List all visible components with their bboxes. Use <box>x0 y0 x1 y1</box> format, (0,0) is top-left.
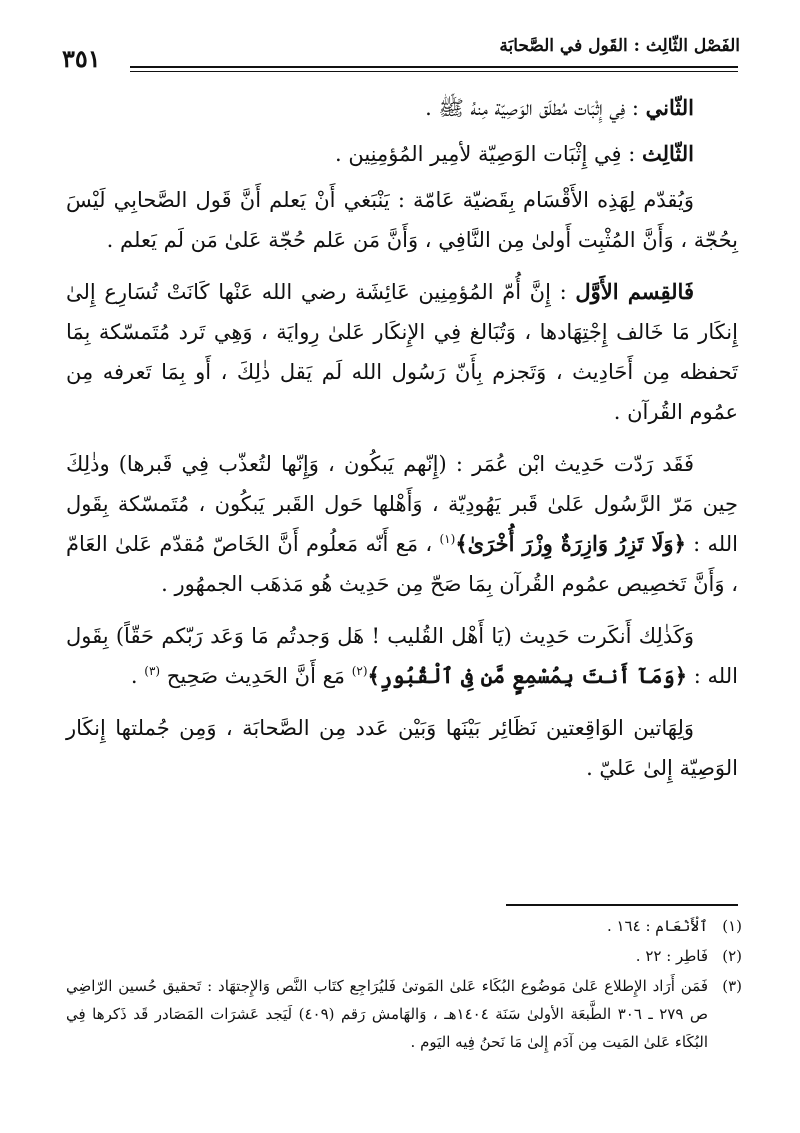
item-third-text: : فِي إِثْبَات الوَصِيّة لأمِير المُؤمِنِين . <box>335 142 642 166</box>
first-section-text: : إِنَّ أُمّ المُؤمِنِين عَائِشَة رضي الله عَنْها كَانَتْ تُسَارِع إِلىٰ إِنكَار مَا خَالف إِجْتِهَادها ، وَتُبَالغ فِي الإِنكَار عَلىٰ رِوايَة ، وَهِي تَرد مُتَمسّكة بِمَا تَحفظه مِن أَحَادِيث ، وَتَجزم بِأَنّ رَسُول الله لَم يَقل ذٰلِكَ ، أَو بِمَا تَعرفه مِن عمُوم القُرآن . <box>66 280 738 424</box>
header-rule-top <box>130 66 738 68</box>
paragraph-ibn-umar-start: فَقَد رَدّت حَدِيث ابْن عُمَر : (إِنّهم يَبكُون ، وَإِنّها لتُعذّب فِي قَبرها) وذٰلِكَ حِين مَرّ الرَّسُول عَلىٰ قَبر يَهُودِيّة ، وَأَهْلها حَول القَبر يَبكُون ، مُتَمسّكة بِقَول الله : <box>66 452 738 556</box>
main-text <box>66 88 738 800</box>
footnote-item <box>66 912 742 940</box>
footnote-text: فَمَن أَرَاد الإِطلاع عَلىٰ مَوضُوع البُكَاء عَلىٰ المَوتىٰ فَليُرَاجِع كتَاب النَّص وَالإِجتهَاد : تَحقيق حُسين الرّاضِي ص ٢٧٩ ـ ٣٠٦ الطَّبعَة الأولىٰ سَنَة ١٤٠٤هـ ، وَالهَامش رَقم (٤٠٩) لَيَجد عَشرَات المَصَادر قَد ذَكرها فِي البُكَاء عَلىٰ المَيت مِن آدَم إِلىٰ مَا نَحنُ فِيه اليَوم . <box>66 977 708 1051</box>
item-second <box>66 88 738 128</box>
quran-verse-2: ﴿وَمَآ أَنتَ بِمُسْمِعٍ مَّن فِى ٱلْقُبُورِ﴾ <box>367 663 688 688</box>
item-second-text: : فِي إِثْبَات مُطلَق الوَصِيّة مِنهُ ﷺ . <box>425 96 646 120</box>
paragraph-ibn-umar <box>66 444 738 604</box>
footnotes <box>66 912 742 1058</box>
footnote-ref-1[interactable]: (١) <box>439 532 456 546</box>
paragraph-qalib <box>66 616 738 696</box>
item-third-label: الثّالِث <box>642 141 694 166</box>
paragraph-intro: وَيُقدّم لِهَذِه الأَقْسَام بِقَضيّة عَامّة : يَنْبَغي أَنْ يَعلم أَنَّ قَول الصَّحابِي لَيْسَ بِحُجّة ، وَأَنَّ المُثْبِت أَولىٰ مِن النَّافِي ، وَأَنَّ مَن عَلم حُجّة عَلىٰ مَن لَم يَعلم . <box>66 188 738 252</box>
footnote-number: (٢) <box>722 947 742 965</box>
paragraph-conclusion: وَلِهَاتين الوَاقِعتين نَظَائِر بَيْنَها وَبَيْن عَدد مِن الصَّحابَة ، وَمِن جُملتها إِنكَار الوَصِيّة إِلىٰ عَليّ . <box>66 716 738 780</box>
paragraph-qalib-end: . <box>130 664 145 688</box>
page-number: ٣٥١ <box>62 44 101 73</box>
footnote-item <box>66 942 742 970</box>
footnote-item <box>66 972 742 1056</box>
header-rule-bottom <box>130 71 738 72</box>
paragraph-first-section <box>66 272 738 432</box>
quran-verse-1: ﴿وَلَا تَزِرُ وَازِرَةٌ وِزْرَ أُخْرَىٰ﴾ <box>455 531 686 556</box>
paragraph-ibn-umar-end: ، مَع أَنّه مَعلُوم أَنَّ الخَاصّ مُقدّم عَلىٰ العَامّ ، وَأَنَّ تَخصِيص عمُوم القُرآن بِمَا صَحّ مِن حَدِيث هُو مَذهَب الجمهُور . <box>66 532 738 596</box>
footnote-number: (٣) <box>722 977 742 995</box>
footnote-text: فَاطِر : ٢٢ . <box>635 947 708 965</box>
footnote-ref-2[interactable]: (٢) <box>351 664 368 678</box>
footnote-separator <box>506 904 738 906</box>
footnote-number: (١) <box>722 917 742 935</box>
chapter-title: الفَصْل الثّالِث : القَول في الصَّحابَة <box>499 36 740 56</box>
footnote-text: ٱلْأَنْعَام : ١٦٤ . <box>606 917 708 935</box>
item-second-label: الثّاني <box>645 95 694 120</box>
paragraph-qalib-mid: مَع أَنَّ الحَدِيث صَحِيح <box>160 664 352 688</box>
first-section-label: فَالقِسم الأَوَّل <box>575 279 694 304</box>
footnote-ref-3[interactable]: (٣) <box>144 664 161 678</box>
paragraph-qalib-start: وَكَذٰلِك أَنكَرت حَدِيث (يَا أَهْل القُليب ! هَل وَجدتُم مَا وَعَد رَبّكم حَقّاً) بِقَول الله : <box>66 624 738 688</box>
item-third <box>66 134 738 174</box>
